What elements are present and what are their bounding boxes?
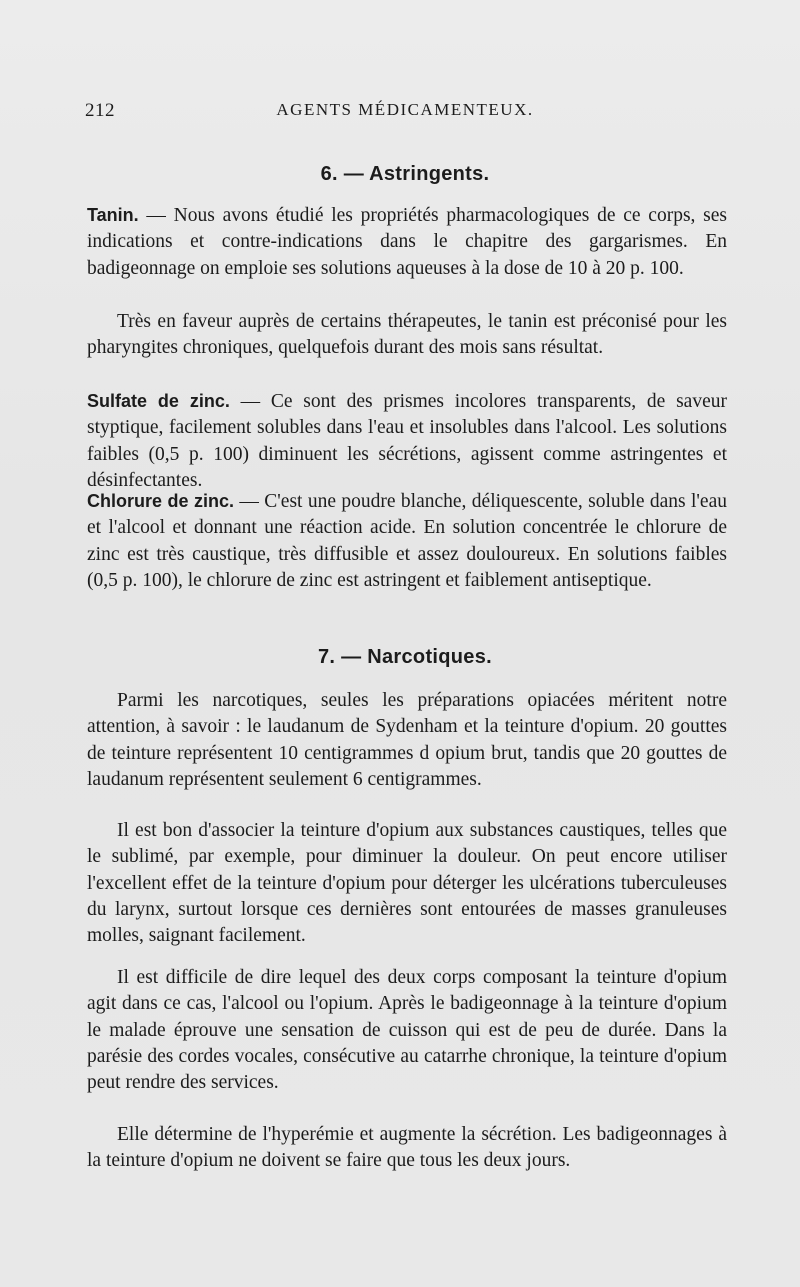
paragraph-narcotiques-intro — [87, 688, 727, 793]
paragraph-hyperemie — [87, 1122, 727, 1175]
paragraph-tanin — [87, 202, 727, 282]
section-heading-astringents: 6. — Astringents. — [320, 163, 490, 185]
section-heading-narcotiques: 7. — Narcotiques. — [317, 646, 493, 668]
paragraph-text: Parmi les narcotiques, seules les préparations opiacées méritent notre attention, à savoir : le laudanum de Sydenham et la teinture d'opium. 20 gouttes de teinture représentent 10 centigrammes d opium brut, tandis que 20 gouttes de laudanum représentent seulement 6 centigrammes. — [87, 690, 727, 790]
paragraph-text: — C'est une poudre blanche, déliquescente, soluble dans l'eau et l'alcool et donnant une réaction acide. En solution concentrée le chlorure de zinc est très caustique, très diffusible et assez douloureux. En solutions faibles (0,5 p. 100), le chlorure de zinc est astringent et faiblement antiseptique. — [87, 491, 727, 591]
term-tanin: Tanin. — [87, 205, 139, 225]
paragraph-text: Elle détermine de l'hyperémie et augmente la sécrétion. Les badigeonnages à la teinture d'opium ne doivent se faire que tous les deux jours. — [87, 1124, 727, 1172]
paragraph-associer-teinture — [87, 818, 727, 949]
term-sulfate-de-zinc: Sulfate de zinc. — [87, 391, 230, 411]
paragraph-text: — Nous avons étudié les propriétés pharmacologiques de ce corps, ses indications et contre-indications dans le chapitre des gargarismes. En badigeonnage on emploie ses solutions aqueuses à la dose de 10 à 20 p. 100. — [87, 205, 727, 279]
running-title: AGENTS MÉDICAMENTEUX. — [276, 100, 534, 119]
paragraph-text: Il est difficile de dire lequel des deux corps composant la teinture d'opium agit dans ce cas, l'alcool ou l'opium. Après le badigeonnage à la teinture d'opium le malade éprouve une sensation de cuisson qui est de peu de durée. Dans la parésie des cordes vocales, consécutive au catarrhe chronique, la teinture d'opium peut rendre des services. — [87, 967, 727, 1094]
paragraph-text: Très en faveur auprès de certains thérapeutes, le tanin est préconisé pour les pharyngites chroniques, quelquefois durant des mois sans résultat. — [87, 311, 727, 359]
paragraph-sulfate-de-zinc — [87, 388, 727, 494]
page-header — [85, 100, 725, 130]
page-number: 212 — [85, 100, 115, 121]
term-chlorure-de-zinc: Chlorure de zinc. — [87, 491, 235, 511]
paragraph-text: Il est bon d'associer la teinture d'opium aux substances caustiques, telles que le sublimé, par exemple, pour diminuer la douleur. On peut encore utiliser l'excellent effet de la teinture d'opium pour déterger les ulcérations tuberculeuses du larynx, surtout lorsque ces dernières sont entourées de masses granuleuses molles, saignant facilement. — [87, 820, 727, 947]
paragraph-tanin-usage — [87, 309, 727, 362]
paragraph-difficile-de-dire — [87, 965, 727, 1096]
paragraph-chlorure-de-zinc — [87, 488, 727, 594]
paragraph-text: — Ce sont des prismes incolores transparents, de saveur styptique, facilement solubles dans l'eau et insolubles dans l'alcool. Les solutions faibles (0,5 p. 100) diminuent les sécrétions, agissent comme astringentes et désinfectantes. — [87, 391, 727, 491]
